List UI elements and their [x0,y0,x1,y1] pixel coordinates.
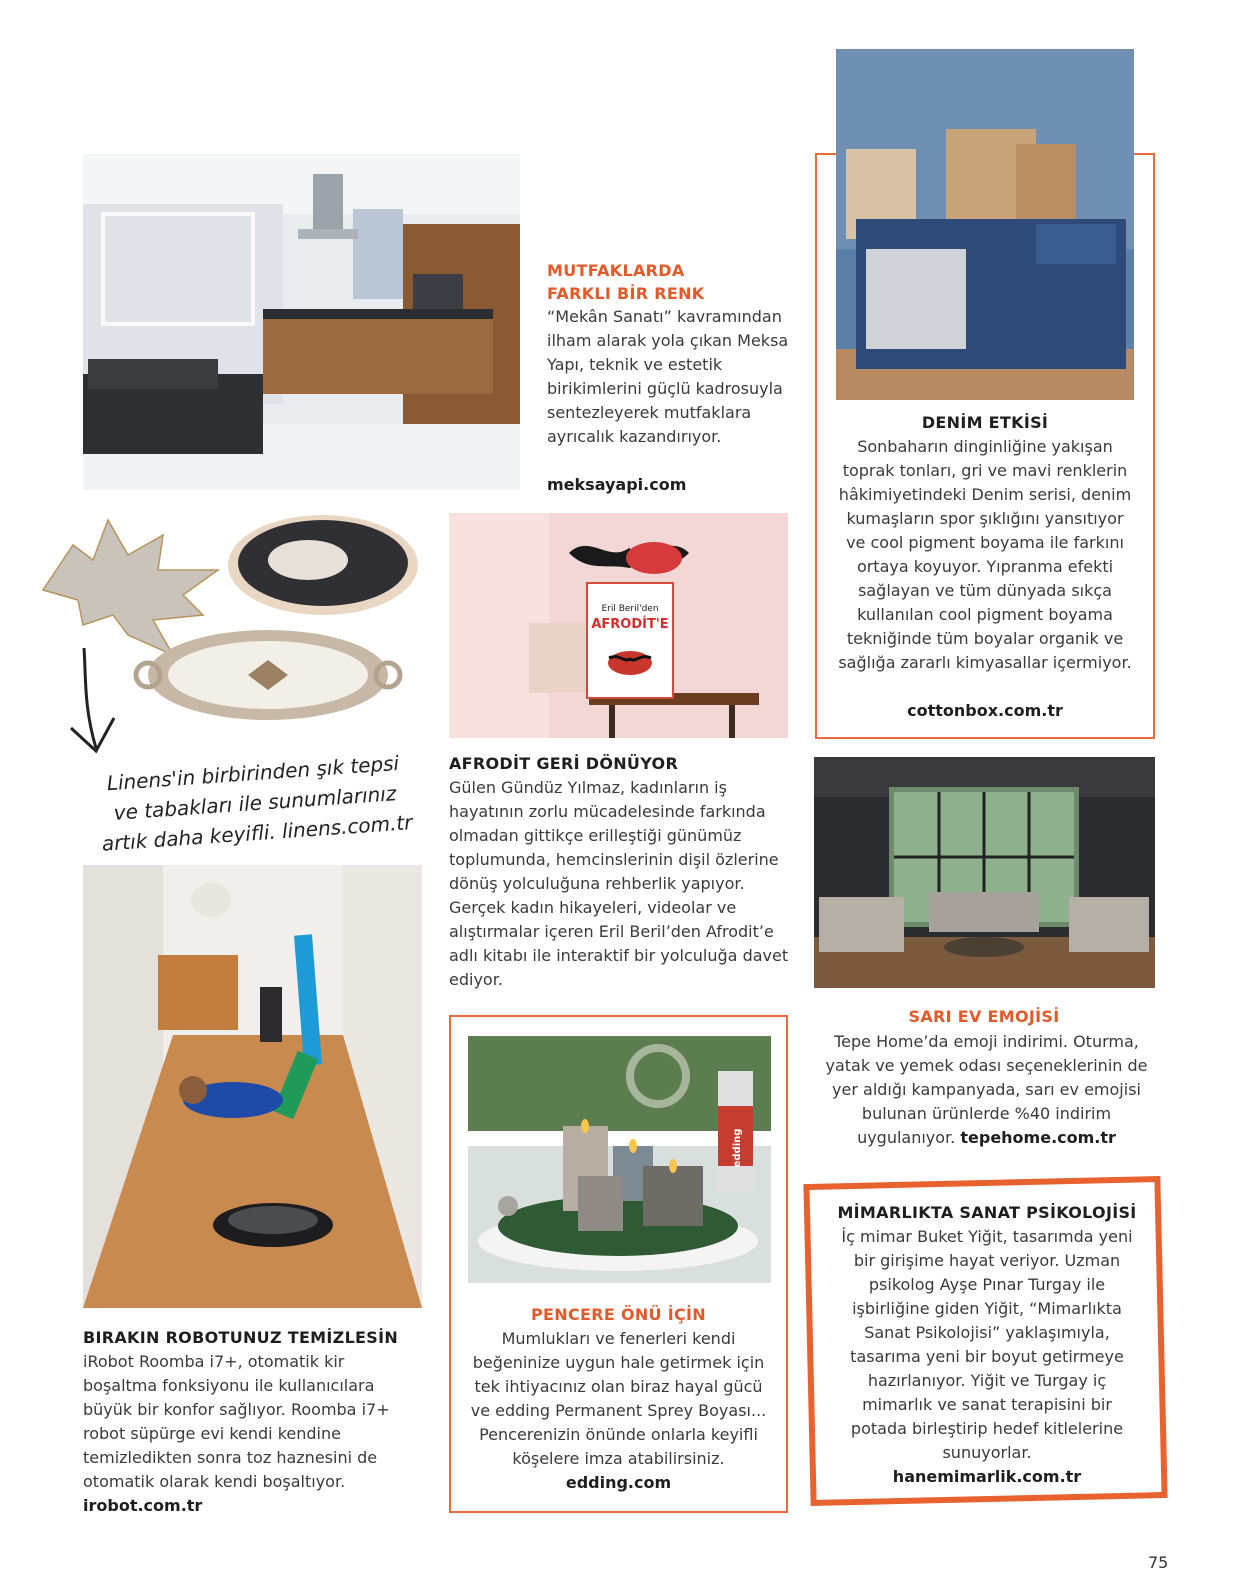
kitchen-photo [83,154,520,490]
book-title-line1: Eril Beril'den [601,604,659,614]
book-title-line2: AFRODİT'E [591,617,669,632]
linens-caption: Linens'in birbirinden şık tepsi ve tabakları ile sunumlarınız artık daha keyifli. linens.com.tr [101,750,414,856]
edding-body-text: Mumlukları ve fenerleri kendi beğeninize uygun hale getirmek için tek ihtiyacınız olan biraz hayal gücü ve edding Permanent Sprey Boyası... Pencerenizin önünde onlarla keyifli köşelere imza atabilirsiniz. [470,1329,767,1468]
edding-body [465,1327,772,1495]
robot-url[interactable]: irobot.com.tr [83,1496,203,1515]
tepe-url[interactable]: tepehome.com.tr [960,1128,1116,1147]
robot-title: BIRAKIN ROBOTUNUZ TEMİZLESİN [83,1328,399,1347]
edding-url[interactable]: edding.com [565,1473,672,1492]
irobot-photo [83,865,422,1308]
edding-title: PENCERE ÖNÜ İÇİN [531,1305,706,1324]
tepe-title: SARI EV EMOJİSİ [908,1007,1060,1026]
kitchen-body: “Mekân Sanatı” kavramından ilham alarak yola çıkan Meksa Yapı, teknik ve estetik birikimlerini güçlü kadrosuyla sentezleyerek mutfaklara ayrıcalık kazandırıyor. [547,307,789,446]
page-number: 75 [1148,1553,1169,1572]
mimar-body: İç mimar Buket Yiğit, tasarımda yeni bir girişime hayat veriyor. Uzman psikolog Ayşe Pınar Turgay ile işbirliğine giden Yiğit, “Mimarlıkta Sanat Psikolojisi” yaklaşımıyla, tasarıma yeni bir boyut getirmeye hazırlanıyor. Yiğit ve Turgay iç mimarlık ve sanat terapisini bir potada birleştirip hedef kitlelerine sunuyorlar. [841,1227,1133,1462]
leaf-plate [43,520,218,655]
afrodit-book-photo [449,513,788,738]
mimar-url[interactable]: hanemimarlik.com.tr [892,1467,1082,1486]
kitchen-title: MUTFAKLARDA FARKLI BİR RENK [547,261,705,303]
robot-body: iRobot Roomba i7+, otomatik kir boşaltma fonksiyonu ile kullanıcılara büyük bir konfor sağlıyor. Roomba i7+ robot süpürge evi kendi kendine temizledikten sonra toz haznesini de otomatik olarak kendi boşaltıyor. [83,1352,390,1491]
kitchen-url[interactable]: meksayapi.com [547,475,687,494]
tepe-body [814,1030,1159,1150]
afrodit-title: AFRODİT GERİ DÖNÜYOR [449,754,679,773]
mimar-title: MİMARLIKTA SANAT PSİKOLOJİSİ [837,1203,1137,1222]
denim-body: Sonbaharın dinginliğine yakışan toprak tonları, gri ve mavi renklerin hâkimiyetindeki Denim serisi, denim kumaşların spor şıklığını yansıtıyor ve cool pigment boyama ile farkını ortaya koyuyor. Yıpranma efekti sağlayan ve tüm dünyada sıkça kullanılan cool pigment boyama tekniğinde tüm boyalar organik ve sağlığa zararlı kimyasallar içermiyor. [838,437,1132,672]
edding-can-label: edding [732,1128,743,1168]
afrodit-body: Gülen Gündüz Yılmaz, kadınların iş hayatının zorlu mücadelesinde farkında olmadan gittikçe erilleştiği günümüz toplumunda, hemcinslerinin dişil özlerine dönüş yolculuğuna rehberlik yapıyor. Gerçek kadın hikayeleri, videolar ve alıştırmalar içeren Eril Beril’den Afrodit’e adlı kitabı ile interaktif bir yolculuğa davet ediyor. [449,778,789,989]
denim-title: DENİM ETKİSİ [921,413,1049,432]
tepe-home-living-room-photo [814,757,1155,988]
denim-bedroom-photo [836,49,1134,400]
edding-candles-photo [468,1036,771,1283]
denim-url[interactable]: cottonbox.com.tr [907,701,1063,720]
tepe-body-text: Tepe Home’da emoji indirimi. Oturma, yatak ve yemek odası seçeneklerinin de yer aldığı kampanyada, sarı ev emojisi bulunan ürünlerde %40 indirim uygulanıyor. [825,1032,1148,1147]
arrow-doodle-icon [66,648,126,758]
